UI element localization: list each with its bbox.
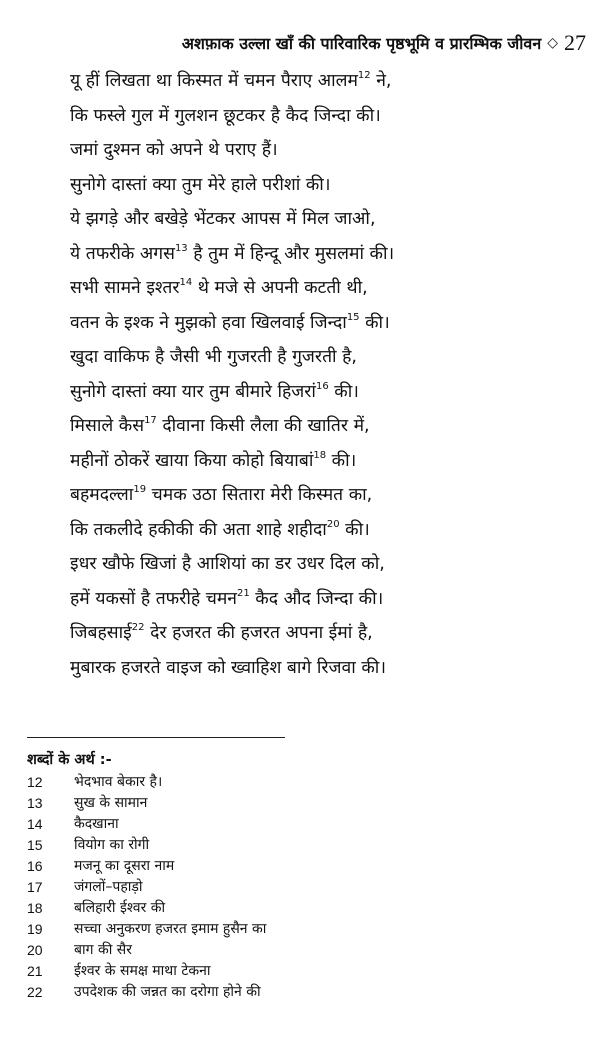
verse-line (70, 306, 590, 341)
page-header (40, 28, 586, 58)
verse-line (70, 582, 590, 617)
footnote-number: 19 (27, 921, 43, 937)
footnote-item (27, 814, 587, 835)
footnote-ref: 19 (133, 484, 147, 496)
footnote-text: सुख के सामान (74, 795, 148, 811)
verse-line (70, 444, 590, 479)
footnote-ref: 16 (315, 380, 329, 392)
verse-line (70, 616, 590, 651)
footnote-text: उपदेशक की जन्नत का दरोगा होने की (74, 984, 261, 1000)
verse-text-after: दीवाना किसी लैला की खातिर में, (156, 416, 370, 436)
verse-text: सभी सामने इश्तर (70, 278, 180, 298)
footnote-ref: 12 (357, 70, 371, 82)
verse-text: मुबारक हजरते वाइज को ख्वाहिश बागे रिजवा की। (70, 657, 386, 678)
verse-text: सुनोगे दास्तां क्या तुम मेरे हाले परीशां की। (70, 174, 331, 195)
footnote-item (27, 793, 587, 814)
verse-text: जिबहसाई (70, 623, 132, 643)
footnote-text: बलिहारी ईश्वर की (74, 900, 166, 916)
footnote-item (27, 982, 587, 1003)
footnote-item (27, 835, 587, 856)
footnote-ref: 14 (179, 277, 193, 289)
footnote-number: 14 (27, 816, 43, 832)
footnote-ref: 20 (326, 518, 340, 530)
verse-text: महीनों ठोकरें खाया किया कोहो बियाबां (70, 450, 314, 471)
footnote-text: जंगलों–पहाड़ो (74, 879, 143, 895)
footnote-item (27, 919, 587, 940)
verse-text: बहमदल्ला (70, 485, 134, 505)
page-number: 27 (564, 30, 586, 55)
verse-line (70, 133, 590, 168)
verse-text: कि फस्ले गुल में गुलशन छूटकर है कैद जिन्दा की। (70, 105, 381, 126)
verse-line (70, 168, 590, 203)
verse-text: ये तफरीके अगस (70, 243, 175, 264)
footnote-ref: 17 (144, 415, 157, 427)
footnote-ref: 21 (237, 587, 250, 599)
footnote-ref: 18 (313, 449, 327, 461)
verse-text: मिसाले कैस (70, 416, 145, 436)
footnote-text: कैदखाना (74, 816, 119, 832)
verse-line (70, 651, 590, 686)
verse-text: कि तकलीदे हकीकी की अता शाहे शहीदा (70, 519, 327, 540)
footnote-number: 18 (27, 900, 43, 916)
footnote-text: ईश्वर के समक्ष माथा टेकना (74, 963, 211, 979)
verse-line (70, 375, 590, 410)
footnote-number: 20 (27, 942, 43, 958)
footnote-number: 17 (27, 879, 43, 895)
footnote-item (27, 898, 587, 919)
footnote-item (27, 772, 587, 793)
footnote-number: 22 (27, 984, 43, 1000)
verse-text: यू हीं लिखता था किस्मत में चमन पैराए आलम (70, 71, 358, 91)
footnote-text: बाग की सैर (74, 942, 132, 958)
chapter-title: अशफ़ाक उल्ला खाँ की पारिवारिक पृष्ठभूमि व प्रारम्भिक जीवन (181, 34, 542, 53)
verse-text: हमें यकसों है तफरीहे चमन (70, 588, 237, 609)
footnote-text: सच्चा अनुकरण हजरत इमाम हुसैन का (74, 921, 267, 937)
verse-text: सुनोगे दास्तां क्या यार तुम बीमारे हिजरां (70, 381, 316, 402)
diamond-icon: ◇ (547, 35, 558, 51)
verse-line (70, 547, 590, 582)
verse-text-after: की। (339, 519, 370, 540)
footnote-item (27, 877, 587, 898)
verse-text-after: देर हजरत की हजरत अपना ईमां है, (144, 623, 373, 643)
verse-line (70, 271, 590, 306)
verse-text-after: की। (328, 381, 359, 402)
verse-text: जमां दुश्मन को अपने थे पराए हैं। (70, 140, 278, 160)
footnotes (27, 748, 587, 1003)
footnote-ref: 13 (174, 242, 188, 254)
footnote-ref: 15 (346, 311, 360, 323)
verse-text: वतन के इश्क ने मुझको हवा खिलवाई जिन्दा (70, 312, 347, 333)
footnote-text: वियोग का रोगी (74, 837, 150, 853)
verse-text-after: चमक उठा सितारा मेरी किस्मत का, (146, 485, 373, 505)
verse-text-after: कैद औद जिन्दा की। (249, 588, 384, 609)
verse-line (70, 237, 590, 272)
verse-line (70, 99, 590, 134)
footnote-number: 21 (27, 963, 43, 979)
poem-body (70, 64, 590, 685)
footnotes-list (27, 772, 587, 1003)
footnote-text: मजनू का दूसरा नाम (74, 858, 175, 874)
footnote-text: भेदभाव बेकार है। (74, 774, 163, 790)
footnote-divider (27, 737, 285, 738)
verse-text-after: की। (326, 450, 357, 471)
verse-line (70, 340, 590, 375)
footnote-number: 12 (27, 774, 43, 790)
footnote-item (27, 961, 587, 982)
verse-text-after: थे मजे से अपनी कटती थी, (192, 278, 368, 298)
footnotes-title: शब्दों के अर्थ :- (27, 752, 112, 768)
verse-text: ये झगड़े और बखेड़े भेंटकर आपस में मिल जाओ, (70, 209, 376, 229)
footnote-ref: 22 (131, 622, 145, 634)
footnote-item (27, 856, 587, 877)
verse-line (70, 64, 590, 99)
verse-line (70, 513, 590, 548)
verse-line (70, 409, 590, 444)
verse-text: इधर खौफे खिजां है आशियां का डर उधर दिल को, (70, 554, 385, 574)
verse-text-after: की। (359, 312, 390, 333)
verse-text: खुदा वाकिफ है जैसी भी गुजरती है गुजरती है, (70, 347, 357, 367)
verse-text-after: है तुम में हिन्दू और मुसलमां की। (187, 243, 395, 264)
footnote-item (27, 940, 587, 961)
verse-line (70, 478, 590, 513)
footnote-number: 15 (27, 837, 43, 853)
verse-line (70, 202, 590, 237)
footnote-number: 13 (27, 795, 43, 811)
verse-text-after: ने, (370, 71, 392, 91)
footnote-number: 16 (27, 858, 43, 874)
